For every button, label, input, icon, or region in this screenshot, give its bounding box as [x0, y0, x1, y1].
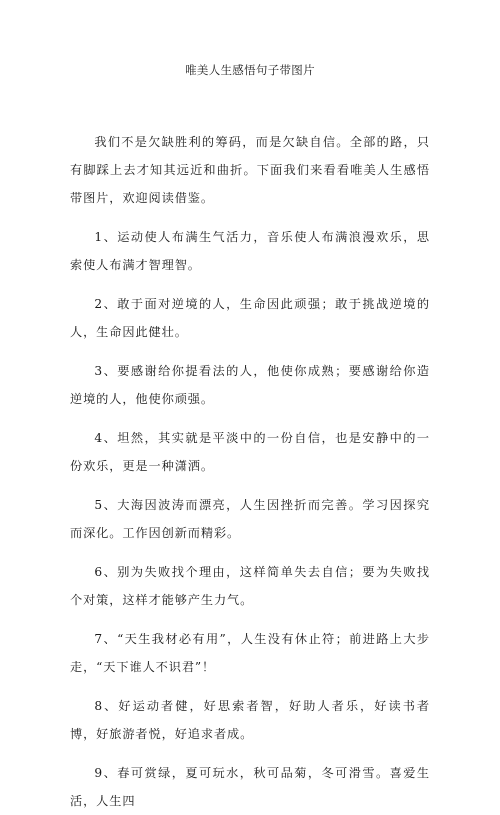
document-title: 唯美人生感悟句子带图片 — [185, 63, 315, 77]
intro-paragraph: 我们不是欠缺胜利的筹码，而是欠缺自信。全部的路，只有脚踩上去才知其远近和曲折。下面我们来看看唯美人生感悟带图片，欢迎阅读借鉴。 — [70, 135, 430, 205]
quote-paragraph-8: 8、好运动者健，好思索者智，好助人者乐，好读书者博，好旅游者悦，好追求者成。 — [70, 699, 430, 741]
quote-paragraph-5: 5、大海因波涛而漂亮，人生因挫折而完善。学习因探究而深化。工作因创新而精彩。 — [70, 498, 430, 540]
quote-paragraph-2: 2、敢于面对逆境的人，生命因此顽强；敢于挑战逆境的人，生命因此健壮。 — [70, 297, 430, 339]
quote-paragraph-6: 6、别为失败找个理由，这样简单失去自信；要为失败找个对策，这样才能够产生力气。 — [70, 565, 430, 607]
quote-paragraph-7: 7、“天生我材必有用”，人生没有休止符；前进路上大步走，“天下谁人不识君”！ — [70, 632, 430, 674]
quote-paragraph-4: 4、坦然，其实就是平淡中的一份自信，也是安静中的一份欢乐，更是一种潇洒。 — [70, 431, 430, 473]
quote-paragraph-1: 1、运动使人布满生气活力，音乐使人布满浪漫欢乐，思索使人布满才智理智。 — [70, 230, 430, 272]
quote-paragraph-3: 3、要感谢给你提看法的人，他使你成熟；要感谢给你造逆境的人，他使你顽强。 — [70, 364, 430, 406]
quote-paragraph-9: 9、春可赏绿，夏可玩水，秋可品菊，冬可滑雪。喜爱生活，人生四 — [70, 766, 430, 808]
